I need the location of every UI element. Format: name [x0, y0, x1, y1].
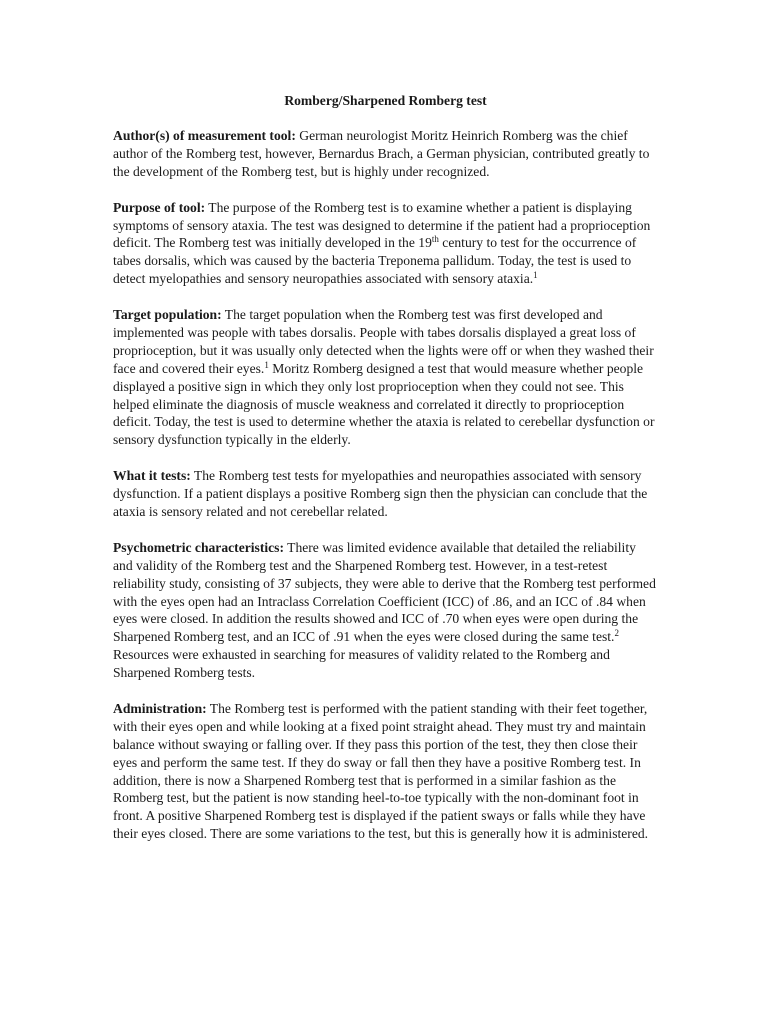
document-page	[113, 92, 658, 861]
superscript: 1	[533, 270, 538, 281]
section-heading: Target population:	[113, 307, 222, 323]
superscript: 2	[614, 628, 619, 639]
section-text: The Romberg test tests for myelopathies and neuropathies associated with sensory dysfunction. If a patient displays a positive Romberg sign then the physician can conclude that the ataxia is sensory related and not cerebellar related.	[113, 468, 648, 519]
section-text: The target population when the Romberg test was first developed and implemented was people with tabes dorsalis. People with tabes dorsalis displayed a great loss of proprioception, but it was usually only detected when the lights were off or when they washed their face and covered their eyes.	[113, 307, 654, 376]
section	[113, 127, 658, 181]
section-text: There was limited evidence available that detailed the reliability and validity of the Romberg test and the Sharpened Romberg test. However, in a test-retest reliability study, consisting of 37 subjects, they were able to derive that the Romberg test performed with the eyes open had an Intraclass Correlation Coefficient (ICC) of .86, and an ICC of .84 when eyes were closed. In addition the results showed and ICC of .70 when eyes were open during the Sharpened Romberg test, and an ICC of .91 when the eyes were closed during the same test.	[113, 539, 656, 645]
section-paragraph	[113, 539, 658, 682]
section	[113, 306, 658, 449]
section-text: Moritz Romberg designed a test that would measure whether people displayed a positive sign in which they only lost proprioception when they could not see. This helped eliminate the diagnosis of muscle weakness and correlated it directly to proprioception deficit. Today, the test is used to determine whether the ataxia is related to cerebellar dysfunction or sensory dysfunction typically in the elderly.	[113, 360, 655, 448]
section-heading: Administration:	[113, 700, 207, 716]
section	[113, 467, 658, 521]
section-paragraph	[113, 467, 658, 521]
section-paragraph	[113, 127, 658, 181]
section	[113, 539, 658, 682]
section-text: German neurologist Moritz Heinrich Romberg was the chief author of the Romberg test, however, Bernardus Brach, a German physician, contributed greatly to the development of the Romberg test, but is highly under recognized.	[113, 128, 650, 179]
document-body	[113, 127, 658, 843]
section-text: century to test for the occurrence of tabes dorsalis, which was caused by the bacteria Treponema pallidum. Today, the test is used to detect myelopathies and sensory neuropathies associated with sensory ataxia.	[113, 235, 637, 287]
section-heading: Author(s) of measurement tool:	[113, 128, 296, 143]
section-text: The purpose of the Romberg test is to examine whether a patient is displaying symptoms of sensory ataxia. The test was designed to determine if the patient had a proprioception deficit. The Romberg test was initially developed in the 19	[113, 199, 651, 251]
section-heading: What it tests:	[113, 468, 191, 484]
section-heading: Purpose of tool:	[113, 199, 206, 215]
section-paragraph	[113, 700, 658, 843]
document-title: Romberg/Sharpened Romberg test	[284, 93, 487, 108]
section	[113, 199, 658, 289]
superscript: 1	[264, 359, 269, 370]
section-paragraph	[113, 306, 658, 449]
section-text: Resources were exhausted in searching for measures of validity related to the Romberg and Sharpened Romberg tests.	[113, 647, 610, 681]
section-paragraph	[113, 199, 658, 289]
section	[113, 700, 658, 843]
section-text: The Romberg test is performed with the patient standing with their feet together, with their eyes open and while looking at a fixed point straight ahead. They must try and maintain balance without swaying or falling over. If they pass this portion of the test, they then close their eyes and perform the same test. If they do sway or fall then they have a positive Romberg test. In addition, there is now a Sharpened Romberg test that is performed in a similar fashion as the Romberg test, but the patient is now standing heel-to-toe typically with the non-dominant foot in front. A positive Sharpened Romberg test is displayed if the patient sways or falls while they have their eyes closed. There are some variations to the test, but this is generally how it is administered.	[113, 700, 649, 842]
superscript: th	[431, 234, 439, 245]
section-heading: Psychometric characteristics:	[113, 539, 284, 555]
